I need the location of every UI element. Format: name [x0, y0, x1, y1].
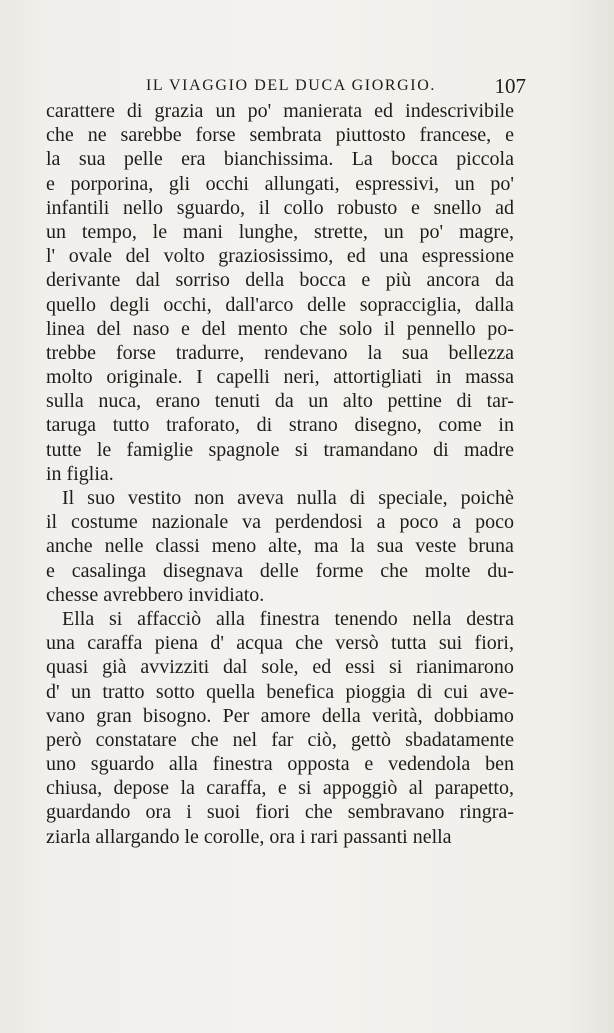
paragraph [46, 486, 514, 607]
text-line: sulla nuca, erano tenuti da un alto pettine di tar- [46, 390, 514, 413]
text-line: l' ovale del volto graziosissimo, ed una espressione [46, 245, 514, 268]
text-line: chesse avrebbero invidiato. [46, 583, 265, 606]
paragraph [46, 99, 514, 486]
text-line: taruga tutto traforato, di strano disegno, come in [46, 414, 514, 437]
text-line: in figlia. [46, 462, 114, 485]
text-line: che ne sarebbe forse sembrata piuttosto francese, e [46, 124, 514, 147]
text-line: linea del naso e del mento che solo il pennello po- [46, 317, 514, 340]
text-line: tutte le famiglie spagnole si tramandano di madre [46, 438, 514, 461]
text-line: e porporina, gli occhi allungati, espressivi, un po' [46, 172, 514, 195]
text-line: molto originale. I capelli neri, attortigliati in massa [46, 366, 514, 389]
text-line: derivante dal sorriso della bocca e più ancora da [46, 269, 514, 292]
text-line: e casalinga disegnava delle forme che molte du- [46, 559, 514, 582]
text-line: vano gran bisogno. Per amore della verità, dobbiamo [46, 704, 514, 727]
body-text [46, 99, 514, 849]
text-line: quello degli occhi, dall'arco delle sopracciglia, dalla [46, 293, 514, 316]
text-line: d' un tratto sotto quella benefica pioggia di cui ave- [46, 680, 514, 703]
text-line: trebbe forse tradurre, rendevano la sua bellezza [46, 341, 514, 364]
text-line: Il suo vestito non aveva nulla di speciale, poichè [62, 487, 514, 509]
text-line: chiusa, depose la caraffa, e si appoggiò al parapetto, [46, 777, 514, 800]
text-line: la sua pelle era bianchissima. La bocca piccola [46, 148, 514, 171]
page-number: 107 [494, 73, 526, 98]
text-line: anche nelle classi meno alte, ma la sua veste bruna [46, 535, 514, 558]
page-header [46, 70, 526, 102]
text-line: però constatare che nel far ciò, gettò sbadatamente [46, 728, 514, 751]
text-line: il costume nazionale va perdendosi a poco a poco [46, 511, 514, 534]
running-title: IL VIAGGIO DEL DUCA GIORGIO. [146, 77, 436, 94]
text-line: infantili nello sguardo, il collo robusto e snello ad [46, 196, 514, 219]
text-line: guardando ora i suoi fiori che sembravano ringra- [46, 801, 514, 824]
text-line: carattere di grazia un po' manierata ed indescrivibile [46, 100, 514, 122]
text-line: quasi già avvizziti dal sole, ed essi si rianimarono [46, 656, 514, 679]
text-line: Ella si affacciò alla finestra tenendo nella destra [62, 607, 514, 630]
text-line: ziarla allargando le corolle, ora i rari passanti nella [46, 825, 452, 848]
text-line: uno sguardo alla finestra opposta e vedendola ben [46, 753, 514, 776]
text-line: una caraffa piena d' acqua che versò tutta sui fiori, [46, 632, 514, 655]
paragraph [46, 607, 514, 849]
text-line: un tempo, le mani lunghe, strette, un po' magre, [46, 220, 514, 243]
